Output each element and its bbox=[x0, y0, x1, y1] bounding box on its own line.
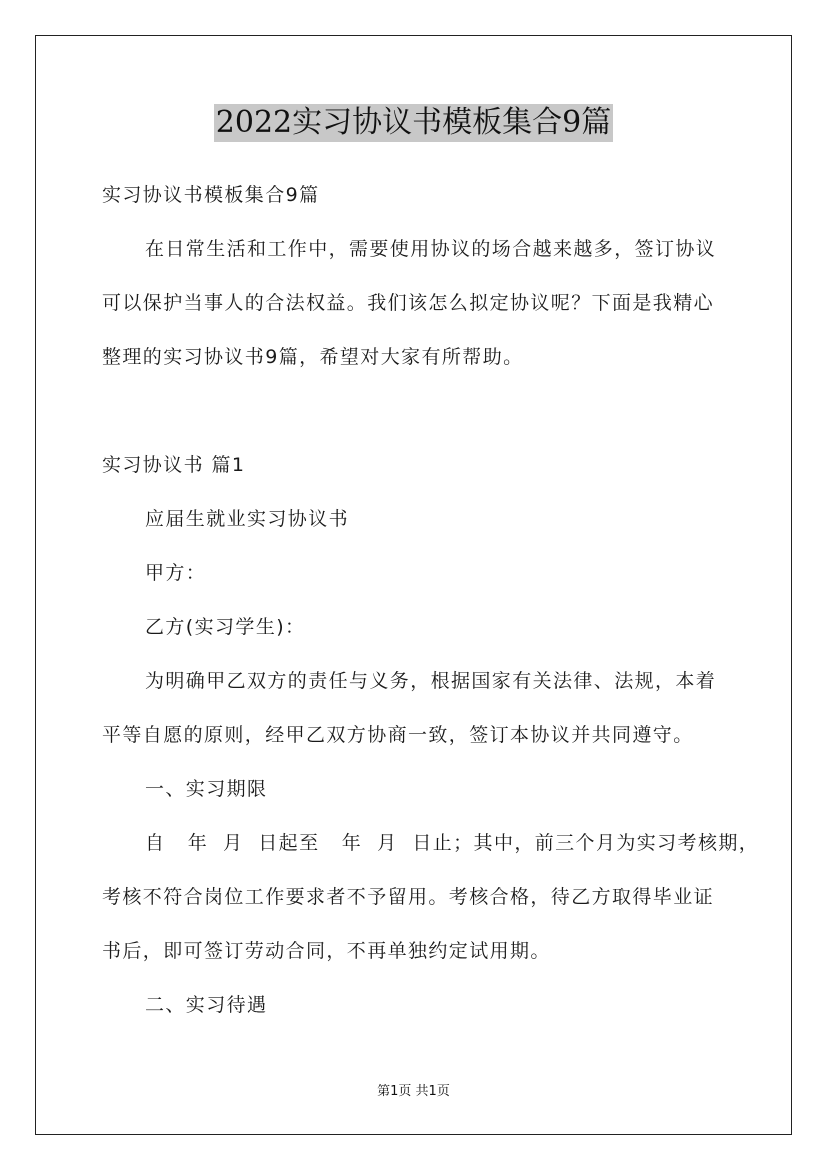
clause-1-line-2: 考核不符合岗位工作要求者不予留用。考核合格，待乙方取得毕业证 bbox=[102, 886, 715, 908]
clause-1-heading: 一、实习期限 bbox=[145, 778, 268, 800]
intro-line-2: 可以保护当事人的合法权益。我们该怎么拟定协议呢？下面是我精心 bbox=[102, 292, 715, 314]
agreement-title: 应届生就业实习协议书 bbox=[145, 508, 350, 530]
clause-1-line-3: 书后，即可签订劳动合同，不再单独约定试用期。 bbox=[102, 940, 551, 962]
party-a-label: 甲方： bbox=[145, 562, 207, 584]
title-container bbox=[0, 104, 827, 142]
party-b-label: 乙方(实习学生)： bbox=[145, 616, 306, 638]
purpose-line-1: 为明确甲乙双方的责任与义务，根据国家有关法律、法规，本着 bbox=[145, 670, 717, 692]
intro-line-1: 在日常生活和工作中，需要使用协议的场合越来越多，签订协议 bbox=[145, 238, 717, 260]
intro-line-3: 整理的实习协议书9篇，希望对大家有所帮助。 bbox=[102, 346, 524, 368]
page-footer: 第1页 共1页 bbox=[377, 1084, 450, 1099]
clause-1-line-1: 自 年 月 日起至 年 月 日止；其中，前三个月为实习考核期， bbox=[145, 832, 760, 854]
purpose-line-2: 平等自愿的原则，经甲乙双方协商一致，签订本协议并共同遵守。 bbox=[102, 724, 694, 746]
section-heading: 实习协议书 篇1 bbox=[102, 454, 246, 476]
document-title: 2022实习协议书模板集合9篇 bbox=[215, 105, 612, 140]
document-subtitle: 实习协议书模板集合9篇 bbox=[102, 184, 320, 206]
clause-2-heading: 二、实习待遇 bbox=[145, 994, 268, 1016]
